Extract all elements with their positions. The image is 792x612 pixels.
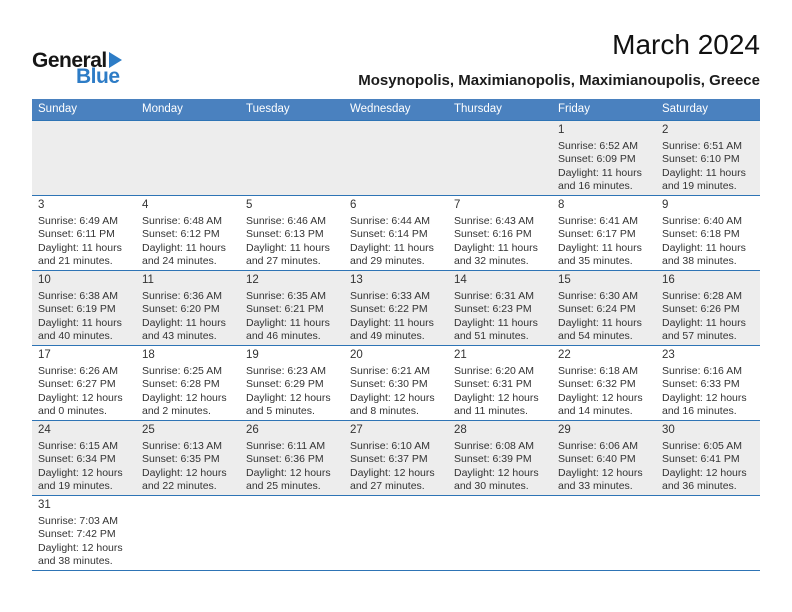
day-cell — [136, 195, 240, 270]
daylight-text-line1: Daylight: 11 hours — [662, 316, 746, 329]
sunset-text: Sunset: 6:11 PM — [38, 228, 115, 241]
sunrise-text: Sunrise: 6:52 AM — [558, 139, 638, 152]
date-number: 11 — [142, 273, 154, 286]
daylight-text-line1: Daylight: 11 hours — [142, 241, 226, 254]
daylight-text-line2: and 25 minutes. — [246, 480, 321, 493]
daylight-text-line2: and 5 minutes. — [246, 405, 315, 418]
sunset-text: Sunset: 6:10 PM — [662, 153, 740, 166]
daylight-text-line2: and 16 minutes. — [662, 405, 737, 418]
date-number: 24 — [38, 423, 51, 436]
sunrise-text: Sunrise: 6:44 AM — [350, 214, 430, 227]
daylight-text-line2: and 46 minutes. — [246, 330, 321, 343]
date-number: 8 — [558, 198, 565, 211]
title-block — [358, 28, 760, 89]
sunset-text: Sunset: 6:36 PM — [246, 453, 324, 466]
date-number: 13 — [350, 273, 363, 286]
day-cell — [32, 195, 136, 270]
sunrise-text: Sunrise: 6:49 AM — [38, 214, 118, 227]
daylight-text-line2: and 33 minutes. — [558, 480, 633, 493]
calendar-table — [32, 99, 760, 571]
daylight-text-line2: and 27 minutes. — [246, 255, 321, 268]
day-cell — [32, 345, 136, 420]
daylight-text-line1: Daylight: 12 hours — [558, 466, 643, 479]
sunrise-text: Sunrise: 6:20 AM — [454, 364, 534, 377]
weekday-header-tuesday: Tuesday — [240, 99, 344, 121]
day-cell — [344, 270, 448, 345]
sunset-text: Sunset: 6:17 PM — [558, 228, 636, 241]
daylight-text-line2: and 35 minutes. — [558, 255, 633, 268]
daylight-text-line1: Daylight: 12 hours — [350, 466, 435, 479]
empty-day-cell — [344, 495, 448, 570]
sunrise-text: Sunrise: 6:48 AM — [142, 214, 222, 227]
sunset-text: Sunset: 6:14 PM — [350, 228, 428, 241]
daylight-text-line2: and 2 minutes. — [142, 405, 211, 418]
sunrise-text: Sunrise: 6:38 AM — [38, 289, 118, 302]
day-cell — [240, 195, 344, 270]
sunset-text: Sunset: 6:30 PM — [350, 378, 428, 391]
weekday-header-sunday: Sunday — [32, 99, 136, 121]
day-cell — [136, 420, 240, 495]
day-cell — [136, 270, 240, 345]
sunrise-text: Sunrise: 6:36 AM — [142, 289, 222, 302]
day-cell — [344, 195, 448, 270]
daylight-text-line1: Daylight: 11 hours — [142, 316, 226, 329]
daylight-text-line1: Daylight: 11 hours — [38, 241, 122, 254]
day-cell — [656, 345, 760, 420]
date-number: 7 — [454, 198, 461, 211]
date-number: 29 — [558, 423, 571, 436]
date-number: 30 — [662, 423, 675, 436]
logo-text-general: General — [32, 49, 107, 72]
daylight-text-line2: and 40 minutes. — [38, 330, 113, 343]
logo-text-blue: Blue — [76, 65, 120, 88]
sunrise-text: Sunrise: 7:03 AM — [38, 514, 118, 527]
week-row-2 — [32, 195, 760, 270]
empty-day-cell — [344, 120, 448, 195]
sunset-text: Sunset: 6:16 PM — [454, 228, 532, 241]
date-number: 12 — [246, 273, 259, 286]
sunset-text: Sunset: 6:18 PM — [662, 228, 740, 241]
day-cell — [448, 195, 552, 270]
date-number: 28 — [454, 423, 467, 436]
date-number: 21 — [454, 348, 467, 361]
daylight-text-line2: and 38 minutes. — [38, 555, 113, 568]
sunrise-text: Sunrise: 6:11 AM — [246, 439, 326, 452]
daylight-text-line2: and 38 minutes. — [662, 255, 737, 268]
sunset-text: Sunset: 6:27 PM — [38, 378, 116, 391]
daylight-text-line1: Daylight: 11 hours — [350, 316, 434, 329]
sunrise-text: Sunrise: 6:05 AM — [662, 439, 742, 452]
sunset-text: Sunset: 6:41 PM — [662, 453, 740, 466]
date-number: 1 — [558, 123, 565, 136]
day-cell — [448, 345, 552, 420]
daylight-text-line2: and 14 minutes. — [558, 405, 633, 418]
sunrise-text: Sunrise: 6:16 AM — [662, 364, 742, 377]
empty-day-cell — [448, 120, 552, 195]
daylight-text-line2: and 22 minutes. — [142, 480, 217, 493]
sunrise-text: Sunrise: 6:33 AM — [350, 289, 430, 302]
day-cell — [552, 420, 656, 495]
daylight-text-line2: and 0 minutes. — [38, 405, 107, 418]
sunset-text: Sunset: 6:12 PM — [142, 228, 220, 241]
daylight-text-line1: Daylight: 12 hours — [350, 391, 435, 404]
day-cell — [552, 270, 656, 345]
page-subtitle: Mosynopolis, Maximianopolis, Maximianoupolis, Greece — [358, 71, 760, 89]
date-number: 9 — [662, 198, 669, 211]
daylight-text-line1: Daylight: 12 hours — [558, 391, 643, 404]
sunrise-text: Sunrise: 6:41 AM — [558, 214, 638, 227]
sunset-text: Sunset: 6:35 PM — [142, 453, 220, 466]
day-cell — [240, 270, 344, 345]
day-cell — [32, 495, 136, 570]
weekday-header-monday: Monday — [136, 99, 240, 121]
daylight-text-line1: Daylight: 12 hours — [454, 391, 539, 404]
weekday-header-saturday: Saturday — [656, 99, 760, 121]
empty-day-cell — [656, 495, 760, 570]
sunset-text: Sunset: 6:21 PM — [246, 303, 324, 316]
daylight-text-line1: Daylight: 12 hours — [142, 466, 227, 479]
daylight-text-line1: Daylight: 11 hours — [454, 241, 538, 254]
day-cell — [656, 195, 760, 270]
daylight-text-line1: Daylight: 11 hours — [38, 316, 122, 329]
daylight-text-line2: and 11 minutes. — [454, 405, 528, 418]
sunset-text: Sunset: 6:28 PM — [142, 378, 220, 391]
daylight-text-line1: Daylight: 12 hours — [246, 466, 331, 479]
sunset-text: Sunset: 6:29 PM — [246, 378, 324, 391]
weekday-header-friday: Friday — [552, 99, 656, 121]
sunrise-text: Sunrise: 6:08 AM — [454, 439, 534, 452]
sunrise-text: Sunrise: 6:40 AM — [662, 214, 742, 227]
day-cell — [656, 120, 760, 195]
date-number: 4 — [142, 198, 149, 211]
daylight-text-line1: Daylight: 11 hours — [246, 241, 330, 254]
daylight-text-line2: and 8 minutes. — [350, 405, 419, 418]
sunrise-text: Sunrise: 6:30 AM — [558, 289, 638, 302]
sunset-text: Sunset: 6:39 PM — [454, 453, 532, 466]
sunrise-text: Sunrise: 6:18 AM — [558, 364, 638, 377]
day-cell — [32, 420, 136, 495]
sunrise-text: Sunrise: 6:13 AM — [142, 439, 222, 452]
empty-day-cell — [32, 120, 136, 195]
date-number: 16 — [662, 273, 675, 286]
empty-day-cell — [240, 120, 344, 195]
daylight-text-line2: and 36 minutes. — [662, 480, 737, 493]
sunset-text: Sunset: 6:34 PM — [38, 453, 116, 466]
sunrise-text: Sunrise: 6:23 AM — [246, 364, 326, 377]
daylight-text-line2: and 51 minutes. — [454, 330, 529, 343]
day-cell — [344, 345, 448, 420]
sunset-text: Sunset: 6:20 PM — [142, 303, 220, 316]
date-number: 20 — [350, 348, 363, 361]
sunset-text: Sunset: 6:24 PM — [558, 303, 636, 316]
day-cell — [656, 270, 760, 345]
daylight-text-line2: and 49 minutes. — [350, 330, 425, 343]
sunrise-text: Sunrise: 6:28 AM — [662, 289, 742, 302]
date-number: 6 — [350, 198, 357, 211]
date-number: 18 — [142, 348, 155, 361]
date-number: 25 — [142, 423, 155, 436]
date-number: 3 — [38, 198, 45, 211]
daylight-text-line1: Daylight: 11 hours — [350, 241, 434, 254]
day-cell — [32, 270, 136, 345]
day-cell — [448, 270, 552, 345]
daylight-text-line2: and 27 minutes. — [350, 480, 425, 493]
daylight-text-line1: Daylight: 11 hours — [558, 316, 642, 329]
sunrise-text: Sunrise: 6:06 AM — [558, 439, 638, 452]
empty-day-cell — [136, 120, 240, 195]
sunset-text: Sunset: 6:40 PM — [558, 453, 636, 466]
daylight-text-line1: Daylight: 11 hours — [558, 166, 642, 179]
day-cell — [552, 120, 656, 195]
week-row-3 — [32, 270, 760, 345]
sunrise-text: Sunrise: 6:10 AM — [350, 439, 430, 452]
daylight-text-line1: Daylight: 12 hours — [246, 391, 331, 404]
day-cell — [552, 195, 656, 270]
empty-day-cell — [136, 495, 240, 570]
date-number: 10 — [38, 273, 51, 286]
daylight-text-line1: Daylight: 12 hours — [38, 391, 123, 404]
date-number: 31 — [38, 498, 51, 511]
week-row-4 — [32, 345, 760, 420]
sunset-text: Sunset: 6:09 PM — [558, 153, 636, 166]
weekday-header-wednesday: Wednesday — [344, 99, 448, 121]
daylight-text-line2: and 43 minutes. — [142, 330, 217, 343]
day-cell — [656, 420, 760, 495]
week-row-6 — [32, 495, 760, 570]
date-number: 2 — [662, 123, 669, 136]
daylight-text-line2: and 16 minutes. — [558, 180, 633, 193]
date-number: 22 — [558, 348, 571, 361]
daylight-text-line2: and 21 minutes. — [38, 255, 113, 268]
day-cell — [344, 420, 448, 495]
weekday-header-row — [32, 99, 760, 121]
daylight-text-line1: Daylight: 12 hours — [38, 466, 123, 479]
daylight-text-line2: and 54 minutes. — [558, 330, 633, 343]
daylight-text-line1: Daylight: 11 hours — [662, 166, 746, 179]
daylight-text-line1: Daylight: 11 hours — [246, 316, 330, 329]
daylight-text-line2: and 29 minutes. — [350, 255, 425, 268]
date-number: 26 — [246, 423, 259, 436]
daylight-text-line1: Daylight: 11 hours — [454, 316, 538, 329]
date-number: 17 — [38, 348, 51, 361]
daylight-text-line2: and 24 minutes. — [142, 255, 217, 268]
sunset-text: Sunset: 6:23 PM — [454, 303, 532, 316]
day-cell — [240, 345, 344, 420]
sunset-text: Sunset: 6:37 PM — [350, 453, 428, 466]
sunset-text: Sunset: 6:26 PM — [662, 303, 740, 316]
date-number: 19 — [246, 348, 259, 361]
daylight-text-line1: Daylight: 12 hours — [454, 466, 539, 479]
daylight-text-line2: and 32 minutes. — [454, 255, 529, 268]
daylight-text-line2: and 19 minutes. — [662, 180, 737, 193]
daylight-text-line2: and 30 minutes. — [454, 480, 529, 493]
sunrise-text: Sunrise: 6:15 AM — [38, 439, 118, 452]
day-cell — [136, 345, 240, 420]
page-title: March 2024 — [612, 29, 760, 60]
sunset-text: Sunset: 6:13 PM — [246, 228, 324, 241]
empty-day-cell — [240, 495, 344, 570]
daylight-text-line2: and 57 minutes. — [662, 330, 737, 343]
day-cell — [552, 345, 656, 420]
daylight-text-line1: Daylight: 12 hours — [142, 391, 227, 404]
daylight-text-line2: and 19 minutes. — [38, 480, 113, 493]
empty-day-cell — [552, 495, 656, 570]
week-row-5 — [32, 420, 760, 495]
sunset-text: Sunset: 6:19 PM — [38, 303, 116, 316]
daylight-text-line1: Daylight: 12 hours — [38, 541, 123, 554]
day-cell — [240, 420, 344, 495]
page-header — [32, 28, 760, 89]
sunset-text: Sunset: 6:22 PM — [350, 303, 428, 316]
sunrise-text: Sunrise: 6:43 AM — [454, 214, 534, 227]
daylight-text-line1: Daylight: 11 hours — [558, 241, 642, 254]
empty-day-cell — [448, 495, 552, 570]
sunset-text: Sunset: 6:32 PM — [558, 378, 636, 391]
day-cell — [448, 420, 552, 495]
sunrise-text: Sunrise: 6:35 AM — [246, 289, 326, 302]
date-number: 5 — [246, 198, 253, 211]
date-number: 23 — [662, 348, 675, 361]
date-number: 27 — [350, 423, 363, 436]
daylight-text-line1: Daylight: 12 hours — [662, 466, 747, 479]
sunrise-text: Sunrise: 6:51 AM — [662, 139, 742, 152]
week-row-1 — [32, 120, 760, 195]
weekday-header-thursday: Thursday — [448, 99, 552, 121]
sunrise-text: Sunrise: 6:26 AM — [38, 364, 118, 377]
date-number: 14 — [454, 273, 467, 286]
sunrise-text: Sunrise: 6:25 AM — [142, 364, 222, 377]
sunrise-text: Sunrise: 6:46 AM — [246, 214, 326, 227]
sunset-text: Sunset: 7:42 PM — [38, 528, 116, 541]
sunset-text: Sunset: 6:31 PM — [454, 378, 532, 391]
sunset-text: Sunset: 6:33 PM — [662, 378, 740, 391]
daylight-text-line1: Daylight: 11 hours — [662, 241, 746, 254]
daylight-text-line1: Daylight: 12 hours — [662, 391, 747, 404]
date-number: 15 — [558, 273, 571, 286]
sunrise-text: Sunrise: 6:31 AM — [454, 289, 534, 302]
sunrise-text: Sunrise: 6:21 AM — [350, 364, 430, 377]
general-blue-logo — [32, 50, 122, 87]
